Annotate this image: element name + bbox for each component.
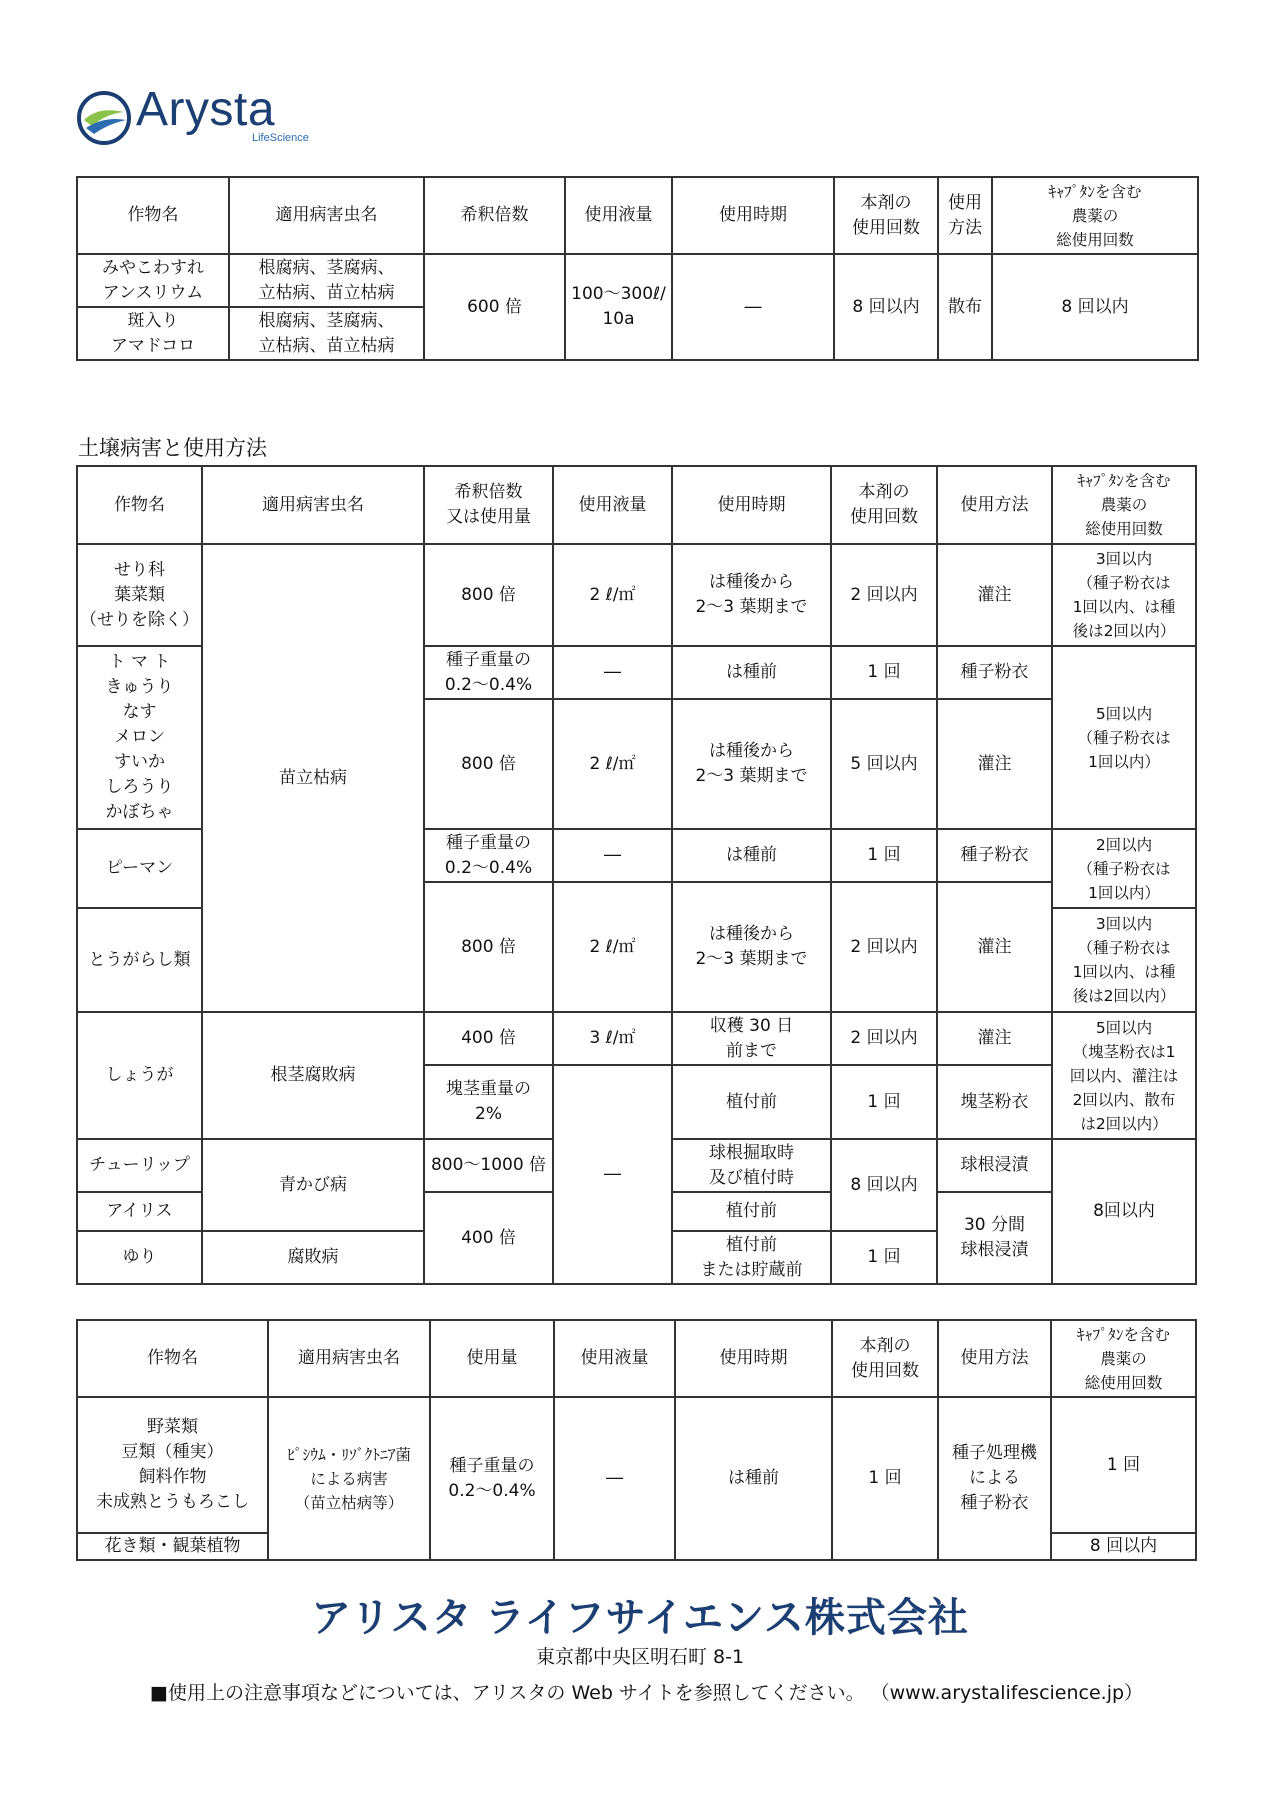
- disease-cell: 腐敗病: [202, 1231, 424, 1284]
- dilution-cell: 600 倍: [424, 254, 565, 360]
- header-cell: 使用時期: [675, 1320, 832, 1397]
- header-cell: 作物名: [77, 466, 202, 544]
- table-row: [77, 544, 1196, 646]
- timing-cell: 植付前: [672, 1065, 831, 1139]
- header-cell: 作物名: [77, 177, 229, 254]
- table-row: [77, 254, 1198, 307]
- count-cell: 1 回: [831, 1065, 937, 1139]
- total-cell: 5回以内 （種子粉衣は 1回以内）: [1052, 646, 1196, 829]
- crop-cell: ト マ ト きゅうり なす メロン すいか しろうり かぼちゃ: [77, 646, 202, 829]
- disease-cell: 苗立枯病: [202, 544, 424, 1012]
- volume-cell: ―: [553, 646, 672, 699]
- dilution-cell: 800 倍: [424, 699, 553, 829]
- timing-cell: 球根掘取時 及び植付時: [672, 1139, 831, 1192]
- method-cell: 30 分間 球根浸漬: [937, 1192, 1052, 1284]
- table-row: [77, 1397, 1196, 1533]
- count-cell: 2 回以内: [831, 1012, 937, 1065]
- method-cell: 種子粉衣: [937, 646, 1052, 699]
- crop-cell: アイリス: [77, 1192, 202, 1231]
- disease-cell: 根茎腐敗病: [202, 1012, 424, 1139]
- arysta-logo: [76, 83, 316, 150]
- section-title: 土壌病害と使用方法: [78, 436, 267, 460]
- header-cell: 使用時期: [672, 177, 834, 254]
- timing-cell: は種前: [675, 1397, 832, 1560]
- dilution-cell: 400 倍: [424, 1192, 553, 1284]
- method-cell: 塊茎粉衣: [937, 1065, 1052, 1139]
- volume-cell: 3 ℓ/㎡: [553, 1012, 672, 1065]
- crop-cell: とうがらし類: [77, 908, 202, 1012]
- dilution-cell: 800 倍: [424, 882, 553, 1012]
- total-cell: 5回以内 （塊茎粉衣は1 回以内、灌注は 2回以内、散布 は2回以内）: [1052, 1012, 1196, 1139]
- timing-cell: ―: [672, 254, 834, 360]
- logo-wordmark: Arysta: [136, 83, 276, 136]
- dilution-cell: 800～1000 倍: [424, 1139, 553, 1192]
- dilution-cell: 塊茎重量の 2%: [424, 1065, 553, 1139]
- method-cell: 灌注: [937, 882, 1052, 1012]
- crop-cell: ゆり: [77, 1231, 202, 1284]
- volume-cell: 2 ℓ/㎡: [553, 699, 672, 829]
- total-cell: 8回以内: [1052, 1139, 1196, 1284]
- header-cell: 使用液量: [553, 466, 672, 544]
- total-cell: 3回以内 （種子粉衣は 1回以内、は種 後は2回以内）: [1052, 908, 1196, 1012]
- timing-cell: は種前: [672, 829, 831, 882]
- dilution-cell: 400 倍: [424, 1012, 553, 1065]
- logo-subtitle: LifeScience: [252, 132, 309, 144]
- header-cell: ｷｬﾌﾟﾀﾝを含む 農薬の 総使用回数: [1051, 1320, 1196, 1397]
- header-cell: 使用 方法: [938, 177, 992, 254]
- method-cell: 灌注: [937, 1012, 1052, 1065]
- crop-cell: みやこわすれ アンスリウム: [77, 254, 229, 307]
- timing-cell: は種前: [672, 646, 831, 699]
- header-cell: 使用液量: [565, 177, 672, 254]
- dilution-cell: 種子重量の 0.2～0.4%: [424, 829, 553, 882]
- crop-cell: 斑入り アマドコロ: [77, 307, 229, 360]
- volume-cell: ―: [553, 829, 672, 882]
- disease-cell: ﾋﾟｼｳﾑ・ﾘｿﾞｸﾄﾆｱ菌 による病害 （苗立枯病等）: [268, 1397, 430, 1560]
- header-cell: 適用病害虫名: [202, 466, 424, 544]
- count-cell: 1 回: [831, 646, 937, 699]
- crop-cell: せり科 葉菜類 （せりを除く）: [77, 544, 202, 646]
- total-cell: 2回以内 （種子粉衣は 1回以内）: [1052, 829, 1196, 908]
- volume-cell: ―: [554, 1397, 675, 1560]
- timing-cell: 収穫 30 日 前まで: [672, 1012, 831, 1065]
- header-cell: 使用時期: [672, 466, 831, 544]
- company-name: アリスタ ライフサイエンス株式会社: [311, 1596, 969, 1640]
- volume-cell: 2 ℓ/㎡: [553, 544, 672, 646]
- header-cell: 希釈倍数 又は使用量: [424, 466, 553, 544]
- table-row: [77, 1012, 1196, 1065]
- crop-cell: 野菜類 豆類（種実） 飼料作物 未成熟とうもろこし: [77, 1397, 268, 1533]
- amount-cell: 種子重量の 0.2～0.4%: [430, 1397, 554, 1560]
- header-cell: 本剤の 使用回数: [832, 1320, 938, 1397]
- volume-cell: ―: [553, 1065, 672, 1284]
- count-cell: 1 回: [831, 1231, 937, 1284]
- crop-cell: しょうが: [77, 1012, 202, 1139]
- count-cell: 5 回以内: [831, 699, 937, 829]
- crop-cell: チューリップ: [77, 1139, 202, 1192]
- company-address: 東京都中央区明石町 8-1: [535, 1646, 745, 1668]
- count-cell: 1 回: [831, 829, 937, 882]
- method-cell: 種子処理機 による 種子粉衣: [938, 1397, 1051, 1560]
- header-cell: 本剤の 使用回数: [831, 466, 937, 544]
- header-cell: 使用方法: [937, 466, 1052, 544]
- method-cell: 球根浸漬: [937, 1139, 1052, 1192]
- method-cell: 灌注: [937, 699, 1052, 829]
- total-cell: 1 回: [1051, 1397, 1196, 1533]
- table-soil-diseases: [76, 465, 1197, 1285]
- header-cell: 使用方法: [938, 1320, 1051, 1397]
- header-cell: 希釈倍数: [424, 177, 565, 254]
- total-cell: 3回以内 （種子粉衣は 1回以内、は種 後は2回以内）: [1052, 544, 1196, 646]
- table-seed-treatment: [76, 1319, 1197, 1561]
- header-cell: ｷｬﾌﾟﾀﾝを含む 農薬の 総使用回数: [992, 177, 1198, 254]
- method-cell: 灌注: [937, 544, 1052, 646]
- method-cell: 種子粉衣: [937, 829, 1052, 882]
- table-header-row: [77, 177, 1198, 254]
- table-header-row: [77, 1320, 1196, 1397]
- crop-cell: ピーマン: [77, 829, 202, 908]
- total-cell: 8 回以内: [992, 254, 1198, 360]
- header-cell: 適用病害虫名: [229, 177, 424, 254]
- method-cell: 散布: [938, 254, 992, 360]
- count-cell: 8 回以内: [834, 254, 938, 360]
- timing-cell: は種後から 2～3 葉期まで: [672, 699, 831, 829]
- header-cell: 本剤の 使用回数: [834, 177, 938, 254]
- dilution-cell: 種子重量の 0.2～0.4%: [424, 646, 553, 699]
- table-header-row: [77, 466, 1196, 544]
- disease-cell: 青かび病: [202, 1139, 424, 1231]
- disease-cell: 根腐病、茎腐病、 立枯病、苗立枯病: [229, 307, 424, 360]
- header-cell: 使用液量: [554, 1320, 675, 1397]
- timing-cell: 植付前: [672, 1192, 831, 1231]
- disease-cell: 根腐病、茎腐病、 立枯病、苗立枯病: [229, 254, 424, 307]
- timing-cell: は種後から 2～3 葉期まで: [672, 882, 831, 1012]
- header-cell: 使用量: [430, 1320, 554, 1397]
- header-cell: 作物名: [77, 1320, 268, 1397]
- count-cell: 8 回以内: [831, 1139, 937, 1231]
- dilution-cell: 800 倍: [424, 544, 553, 646]
- volume-cell: 100～300ℓ/ 10a: [565, 254, 672, 360]
- count-cell: 2 回以内: [831, 544, 937, 646]
- count-cell: 2 回以内: [831, 882, 937, 1012]
- header-cell: ｷｬﾌﾟﾀﾝを含む 農薬の 総使用回数: [1052, 466, 1196, 544]
- timing-cell: 植付前 または貯蔵前: [672, 1231, 831, 1284]
- count-cell: 1 回: [832, 1397, 938, 1560]
- timing-cell: は種後から 2～3 葉期まで: [672, 544, 831, 646]
- arysta-logo-mark-icon: [76, 90, 132, 146]
- crop-cell: 花き類・観葉植物: [77, 1533, 268, 1560]
- table-flowers-spray: [76, 176, 1199, 361]
- header-cell: 適用病害虫名: [268, 1320, 430, 1397]
- total-cell: 8 回以内: [1051, 1533, 1196, 1560]
- usage-note: ■使用上の注意事項などについては、アリスタの Web サイトを参照してください。 （www.arystalifescience.jp）: [150, 1682, 1144, 1704]
- volume-cell: 2 ℓ/㎡: [553, 882, 672, 1012]
